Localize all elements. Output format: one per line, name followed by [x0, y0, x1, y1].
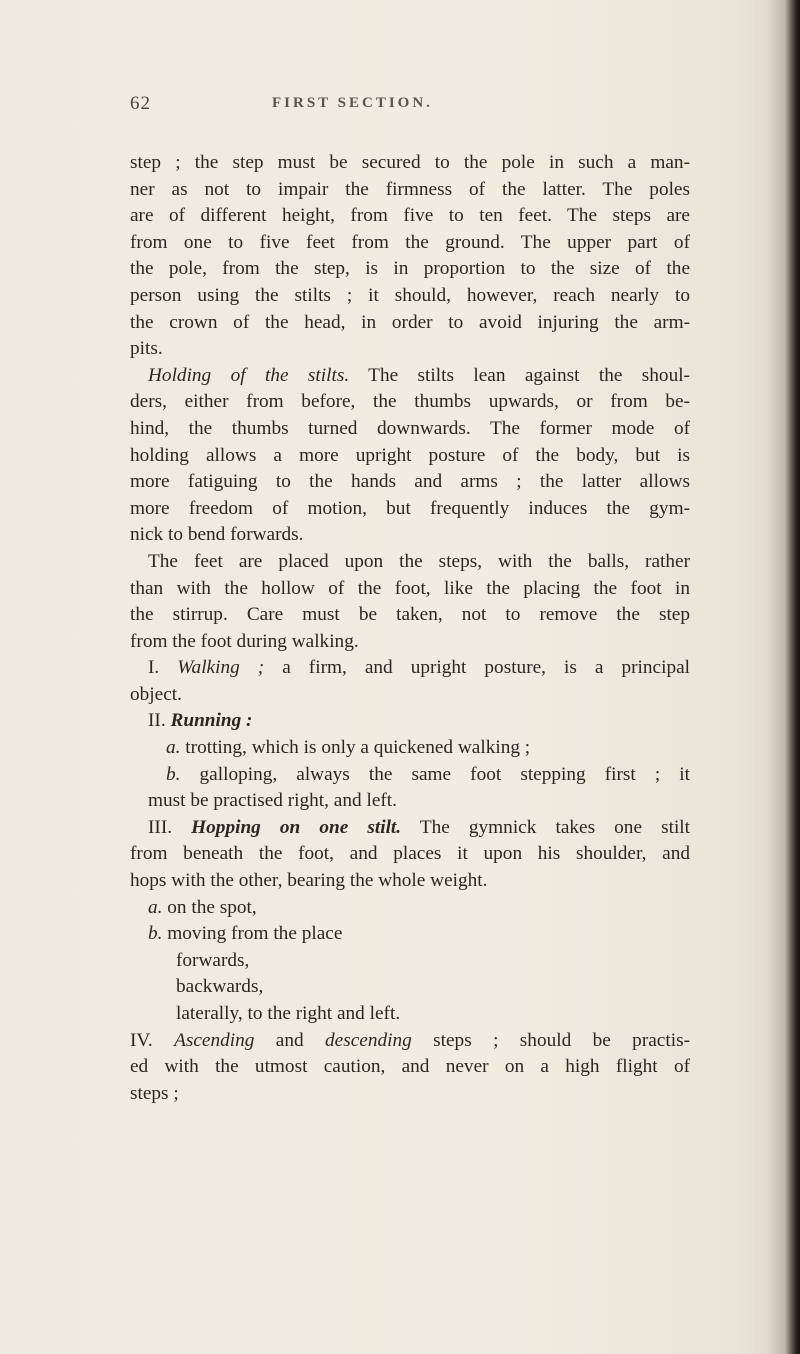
text-line: II. Running : — [148, 710, 253, 732]
text-line: from one to five feet from the ground. The upper part of — [130, 231, 690, 253]
text-line: pits. — [130, 338, 163, 360]
text-line: are of different height, from five to ten feet. The steps are — [130, 205, 690, 227]
text-line: Holding of the stilts. The stilts lean against the shoul- — [148, 364, 690, 386]
text-line: more freedom of motion, but frequently induces the gym- — [130, 497, 690, 519]
section-heading: Holding of the stilts. — [148, 364, 350, 386]
text-line: object. — [130, 683, 182, 705]
text-line: than with the hollow of the foot, like the placing the foot in — [130, 577, 690, 599]
text-line: b. moving from the place — [148, 923, 343, 945]
section-heading: Running : — [170, 710, 253, 732]
text-line: step ; the step must be secured to the pole in such a man- — [130, 152, 690, 173]
text-line: holding allows a more upright posture of the body, but is — [130, 444, 690, 466]
text-line: I. Walking ; a firm, and upright posture, is a principal — [148, 657, 691, 679]
text-line: the stirrup. Care must be taken, not to remove the step — [130, 604, 690, 626]
text-line: ders, either from before, the thumbs upwards, or from be- — [130, 391, 690, 413]
page-header — [130, 93, 690, 123]
text-line: more fatiguing to the hands and arms ; the latter allows — [130, 471, 690, 493]
text-line: ed with the utmost caution, and never on a high flight of — [130, 1056, 690, 1078]
page-number: 62 — [130, 93, 151, 114]
text-line: person using the stilts ; it should, however, reach nearly to — [130, 284, 690, 306]
text-line: hind, the thumbs turned downwards. The former mode of — [130, 417, 690, 439]
text-line: the crown of the head, in order to avoid injuring the arm- — [130, 311, 690, 333]
text-line: the pole, from the step, is in proportion to the size of the — [130, 258, 690, 280]
text-line: nick to bend forwards. — [130, 524, 304, 546]
text-line: laterally, to the right and left. — [176, 1003, 401, 1024]
text-line: forwards, — [176, 949, 250, 971]
text-line: a. trotting, which is only a quickened walking ; — [166, 737, 531, 759]
section-heading: Ascending — [174, 1029, 255, 1051]
text-line: from beneath the foot, and places it upon his shoulder, and — [130, 843, 690, 865]
text-line: must be practised right, and left. — [148, 790, 397, 812]
text-line: a. on the spot, — [148, 896, 257, 918]
text-line: III. Hopping on one stilt. The gymnick takes one stilt — [148, 816, 691, 838]
body-text — [130, 150, 690, 1107]
running-head: FIRST SECTION. — [272, 95, 433, 111]
section-heading: Hopping on one stilt. — [191, 816, 402, 838]
page-edge-shadow — [766, 0, 800, 1354]
section-heading: Walking ; — [177, 657, 265, 679]
text-line: ner as not to impair the firmness of the latter. The poles — [130, 178, 690, 200]
text-line: backwards, — [176, 976, 264, 998]
text-line: b. galloping, always the same foot stepping first ; it — [166, 763, 690, 785]
text-line: The feet are placed upon the steps, with the balls, rather — [148, 550, 690, 572]
text-line: steps ; — [130, 1082, 179, 1104]
text-line: IV. Ascending and descending steps ; should be practis- — [130, 1029, 691, 1051]
text-line: from the foot during walking. — [130, 630, 359, 652]
text-line: hops with the other, bearing the whole weight. — [130, 870, 488, 892]
